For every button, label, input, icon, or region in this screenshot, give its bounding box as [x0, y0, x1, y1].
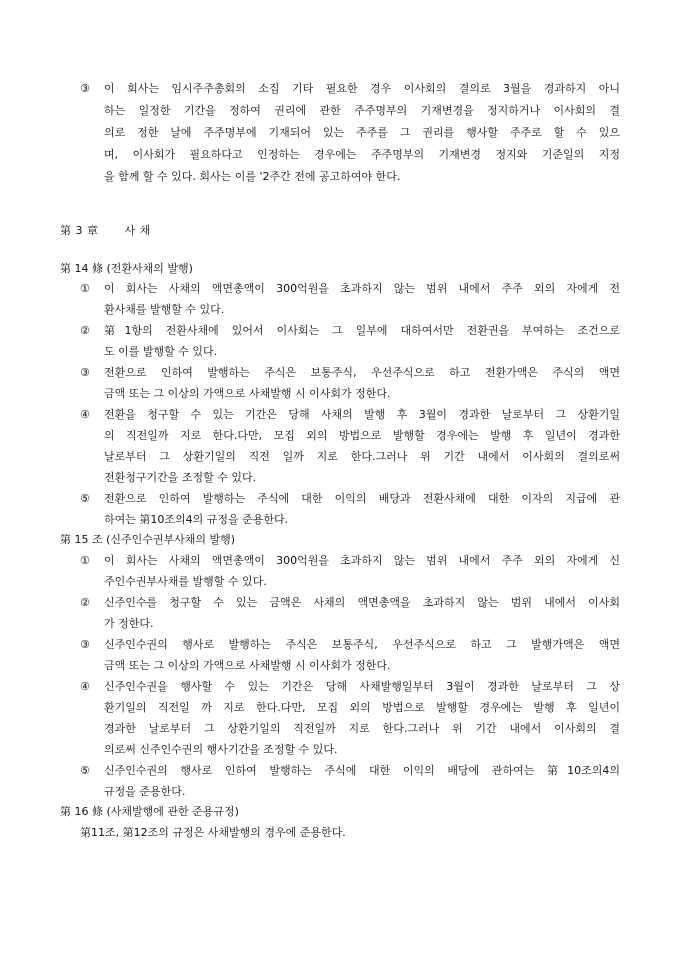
text-line: 전환청구기간을 조정할 수 있다.: [104, 471, 257, 484]
text-line: 주인수권부사채를 발행할 수 있다.: [104, 575, 267, 588]
text-line: 환기일의 직전일 까 지로 한다.다만, 모집 외의 방법으로 발행할 경우에는 발행 후 일년이: [104, 701, 620, 714]
item-number: ③: [80, 638, 90, 651]
text-line: 가 정한다.: [104, 617, 154, 630]
text-line: 경과한 날로부터 그 상환기일의 직전일까 지로 한다.그러나 위 기간 내에서 이사회의 결: [104, 722, 620, 735]
article-heading: 第 16 條 (사채발행에 관한 준용규정): [60, 805, 239, 818]
text-line: 이 회사는 사채의 액면총액이 300억원을 초과하지 않는 범위 내에서 주주 외의 자에게 전: [104, 282, 620, 295]
text-line: 의로써 신주인수권의 행사기간을 조정할 수 있다.: [104, 743, 338, 756]
text-line: 하여는 第10조의4의 규정을 준용한다.: [104, 513, 289, 526]
text-line: 신주인수권의 행사로 인하여 발행하는 주식에 대한 이익의 배당에 관하여는 第10조의4의: [104, 764, 620, 777]
text-line: 의로 정한 날에 주주명부에 기재되어 있는 주주를 그 권리를 행사할 주주로 할 수 있으: [104, 126, 620, 139]
text-line: 신주인수를 청구할 수 있는 금액은 사채의 액면총액을 초과하지 않는 범위 내에서 이사회: [104, 596, 620, 609]
article-heading: 第 14 條 (전환사채의 발행): [60, 262, 193, 275]
text-line: 신주인수권을 행사할 수 있는 기간은 당해 사채발행일부터 3월이 경과한 날로부터 그 상: [104, 680, 620, 693]
text-line: 환사채를 발행할 수 있다.: [104, 303, 225, 316]
text-line: 하는 일정한 기간을 정하여 권리에 관한 주주명부의 기재변경을 정지하거나 이사회의 결: [104, 104, 620, 117]
text-line: 의 직전일까 지로 한다.다만, 모집 외의 방법으로 발행할 경우에는 발행 후 일년이 경과한: [104, 429, 620, 442]
text-line: 이 회사는 사채의 액면총액이 300억원을 초과하지 않는 범위 내에서 주주 외의 자에게 신: [104, 554, 620, 567]
article-heading: 第 15 조 (신주인수권부사채의 발행): [60, 533, 236, 546]
text-line: 전환을 청구할 수 있는 기간은 당해 사채의 발행 후 3월이 경과한 날로부터 그 상환기일: [104, 408, 620, 421]
item-number: ①: [80, 554, 90, 567]
text-line: 第11조, 第12조의 규정은 사채발행의 경우에 준용한다.: [80, 826, 346, 839]
text-line: 전환으로 인하여 발행하는 주식은 보통주식, 우선주식으로 하고 전환가액은 주식의 액면: [104, 366, 620, 379]
item-number: ①: [80, 282, 90, 295]
text-line: 이 회사는 임시주주총회의 소집 기타 필요한 경우 이사회의 결의로 3월을 경과하지 아니: [104, 82, 620, 95]
chapter-label: 第 3 章: [60, 224, 99, 237]
text-line: 금액 또는 그 이상의 가액으로 사채발행 시 이사회가 정한다.: [104, 659, 391, 672]
item-number: ②: [80, 596, 90, 609]
text-line: 을 함께 할 수 있다. 회사는 이를 '2주간 전에 공고하여야 한다.: [104, 170, 401, 183]
text-line: 第1항의 전환사채에 있어서 이사회는 그 일부에 대하여서만 전환권을 부여하는 조건으로: [104, 324, 620, 337]
item-number: ⑤: [80, 764, 90, 777]
text-line: 며, 이사회가 필요하다고 인정하는 경우에는 주주명부의 기재변경 정지와 기준일의 지정: [104, 148, 620, 161]
text-line: 신주인수권의 행사로 발행하는 주식은 보통주식, 우선주식으로 하고 그 발행가액은 액면: [104, 638, 620, 651]
item-number: ④: [80, 680, 90, 693]
item-number: ④: [80, 408, 90, 421]
text-line: 날로부터 그 상환기일의 직전 일까 지로 한다.그러나 위 기간 내에서 이사회의 결의로써: [104, 450, 620, 463]
text-line: 도 이를 발행할 수 있다.: [104, 345, 218, 358]
item-number: ⑤: [80, 492, 90, 505]
chapter-heading: [60, 224, 151, 238]
chapter-title: 사 채: [124, 224, 151, 237]
text-line: 규정을 준용한다.: [104, 785, 186, 798]
item-number: ③: [80, 82, 90, 95]
text-line: 전환으로 인하여 발행하는 주식에 대한 이익의 배당과 전환사채에 대한 이자의 지급에 관: [104, 492, 620, 505]
item-number: ②: [80, 324, 90, 337]
item-number: ③: [80, 366, 90, 379]
text-line: 금액 또는 그 이상의 가액으로 사채발행 시 이사회가 정한다.: [104, 387, 391, 400]
